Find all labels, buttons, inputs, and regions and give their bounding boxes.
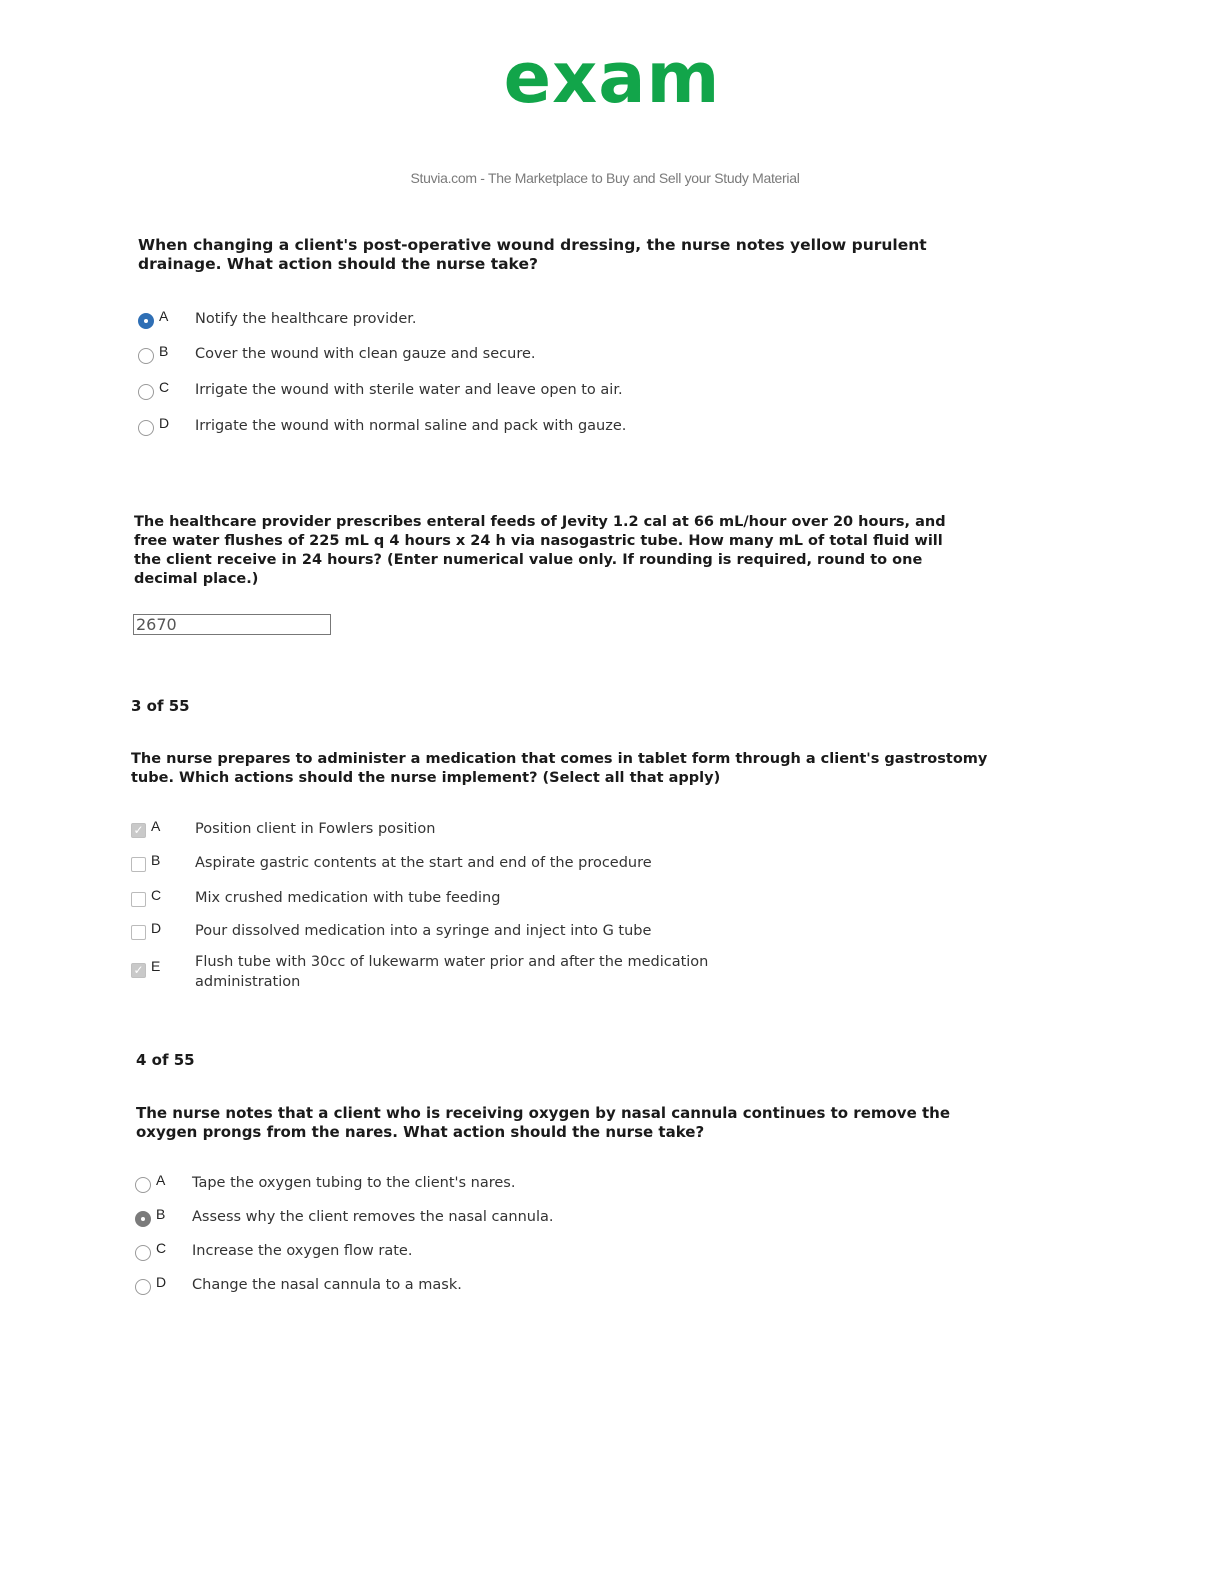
option-text: Increase the oxygen flow rate. bbox=[192, 1243, 413, 1259]
question-1-text: When changing a client's post-operative wound dressing, the nurse notes yellow purulent drainage. What action should the nurse take? bbox=[138, 236, 927, 273]
exam-logo: exam bbox=[503, 37, 721, 119]
radio-icon[interactable] bbox=[135, 1245, 151, 1261]
option-text: Mix crushed medication with tube feeding bbox=[195, 890, 501, 906]
option-letter: E bbox=[151, 958, 161, 974]
radio-icon[interactable] bbox=[138, 384, 154, 400]
q3-option-d[interactable] bbox=[131, 920, 652, 941]
option-text: Change the nasal cannula to a mask. bbox=[192, 1277, 462, 1293]
q4-option-d[interactable] bbox=[135, 1274, 462, 1295]
radio-icon[interactable] bbox=[135, 1279, 151, 1295]
q3-option-b[interactable] bbox=[131, 852, 652, 873]
q1-option-b[interactable] bbox=[138, 343, 536, 364]
option-text: Pour dissolved medication into a syringe and inject into G tube bbox=[195, 923, 652, 939]
option-letter: B bbox=[156, 1206, 166, 1222]
question-2-text: The healthcare provider prescribes enteral feeds of Jevity 1.2 cal at 66 mL/hour over 20 hours, and free water flushes of 225 mL q 4 hours x 24 h via nasogastric tube. How many mL of total fluid will the client receive in 24 hours? (Enter numerical value only. If rounding is required, round to one decimal place.) bbox=[134, 514, 946, 587]
option-text: Notify the healthcare provider. bbox=[195, 311, 417, 327]
question-3-text: The nurse prepares to administer a medication that comes in tablet form through a client's gastrostomy tube. Which actions should the nurse implement? (Select all that apply) bbox=[131, 751, 988, 786]
checkbox-checked-icon[interactable]: ✓ bbox=[131, 963, 146, 978]
q4-option-a[interactable] bbox=[135, 1172, 516, 1193]
option-text: Flush tube with 30cc of lukewarm water prior and after the medication administration bbox=[195, 954, 709, 990]
option-text: Position client in Fowlers position bbox=[195, 821, 436, 837]
numeric-answer-input[interactable]: 2670 bbox=[133, 614, 331, 635]
radio-icon[interactable] bbox=[138, 348, 154, 364]
q1-option-c[interactable] bbox=[138, 379, 623, 400]
option-letter: C bbox=[156, 1240, 167, 1256]
option-letter: A bbox=[156, 1172, 166, 1188]
radio-selected-icon[interactable] bbox=[135, 1211, 151, 1227]
checkbox-checked-icon[interactable]: ✓ bbox=[131, 823, 146, 838]
q1-option-d[interactable] bbox=[138, 415, 627, 436]
question-counter: 3 of 55 bbox=[131, 697, 190, 715]
q3-option-c[interactable] bbox=[131, 887, 501, 908]
option-letter: B bbox=[151, 852, 161, 868]
option-text: Irrigate the wound with normal saline and pack with gauze. bbox=[195, 418, 627, 434]
option-letter: D bbox=[159, 415, 170, 431]
radio-selected-icon[interactable] bbox=[138, 313, 154, 329]
question-counter: 4 of 55 bbox=[136, 1051, 195, 1069]
option-text: Tape the oxygen tubing to the client's nares. bbox=[192, 1175, 516, 1191]
option-text: Cover the wound with clean gauze and secure. bbox=[195, 346, 536, 362]
option-letter: D bbox=[151, 920, 162, 936]
tagline: Stuvia.com - The Marketplace to Buy and Sell your Study Material bbox=[410, 170, 800, 186]
option-letter: A bbox=[151, 818, 161, 834]
option-letter: B bbox=[159, 343, 169, 359]
question-4-text: The nurse notes that a client who is receiving oxygen by nasal cannula continues to remove the oxygen prongs from the nares. What action should the nurse take? bbox=[136, 1104, 951, 1141]
q3-option-a[interactable] bbox=[131, 818, 436, 839]
option-letter: A bbox=[159, 308, 169, 324]
q3-option-e[interactable] bbox=[131, 954, 735, 992]
radio-icon[interactable] bbox=[135, 1177, 151, 1193]
checkbox-icon[interactable] bbox=[131, 857, 146, 872]
option-text: Assess why the client removes the nasal cannula. bbox=[192, 1209, 554, 1225]
checkbox-icon[interactable] bbox=[131, 925, 146, 940]
q1-option-a[interactable] bbox=[138, 308, 417, 329]
q4-option-b[interactable] bbox=[135, 1206, 554, 1227]
checkbox-icon[interactable] bbox=[131, 892, 146, 907]
option-letter: D bbox=[156, 1274, 167, 1290]
radio-icon[interactable] bbox=[138, 420, 154, 436]
option-text: Irrigate the wound with sterile water and leave open to air. bbox=[195, 382, 623, 398]
q4-option-c[interactable] bbox=[135, 1240, 413, 1261]
option-text: Aspirate gastric contents at the start and end of the procedure bbox=[195, 855, 652, 871]
option-letter: C bbox=[159, 379, 170, 395]
option-letter: C bbox=[151, 887, 162, 903]
